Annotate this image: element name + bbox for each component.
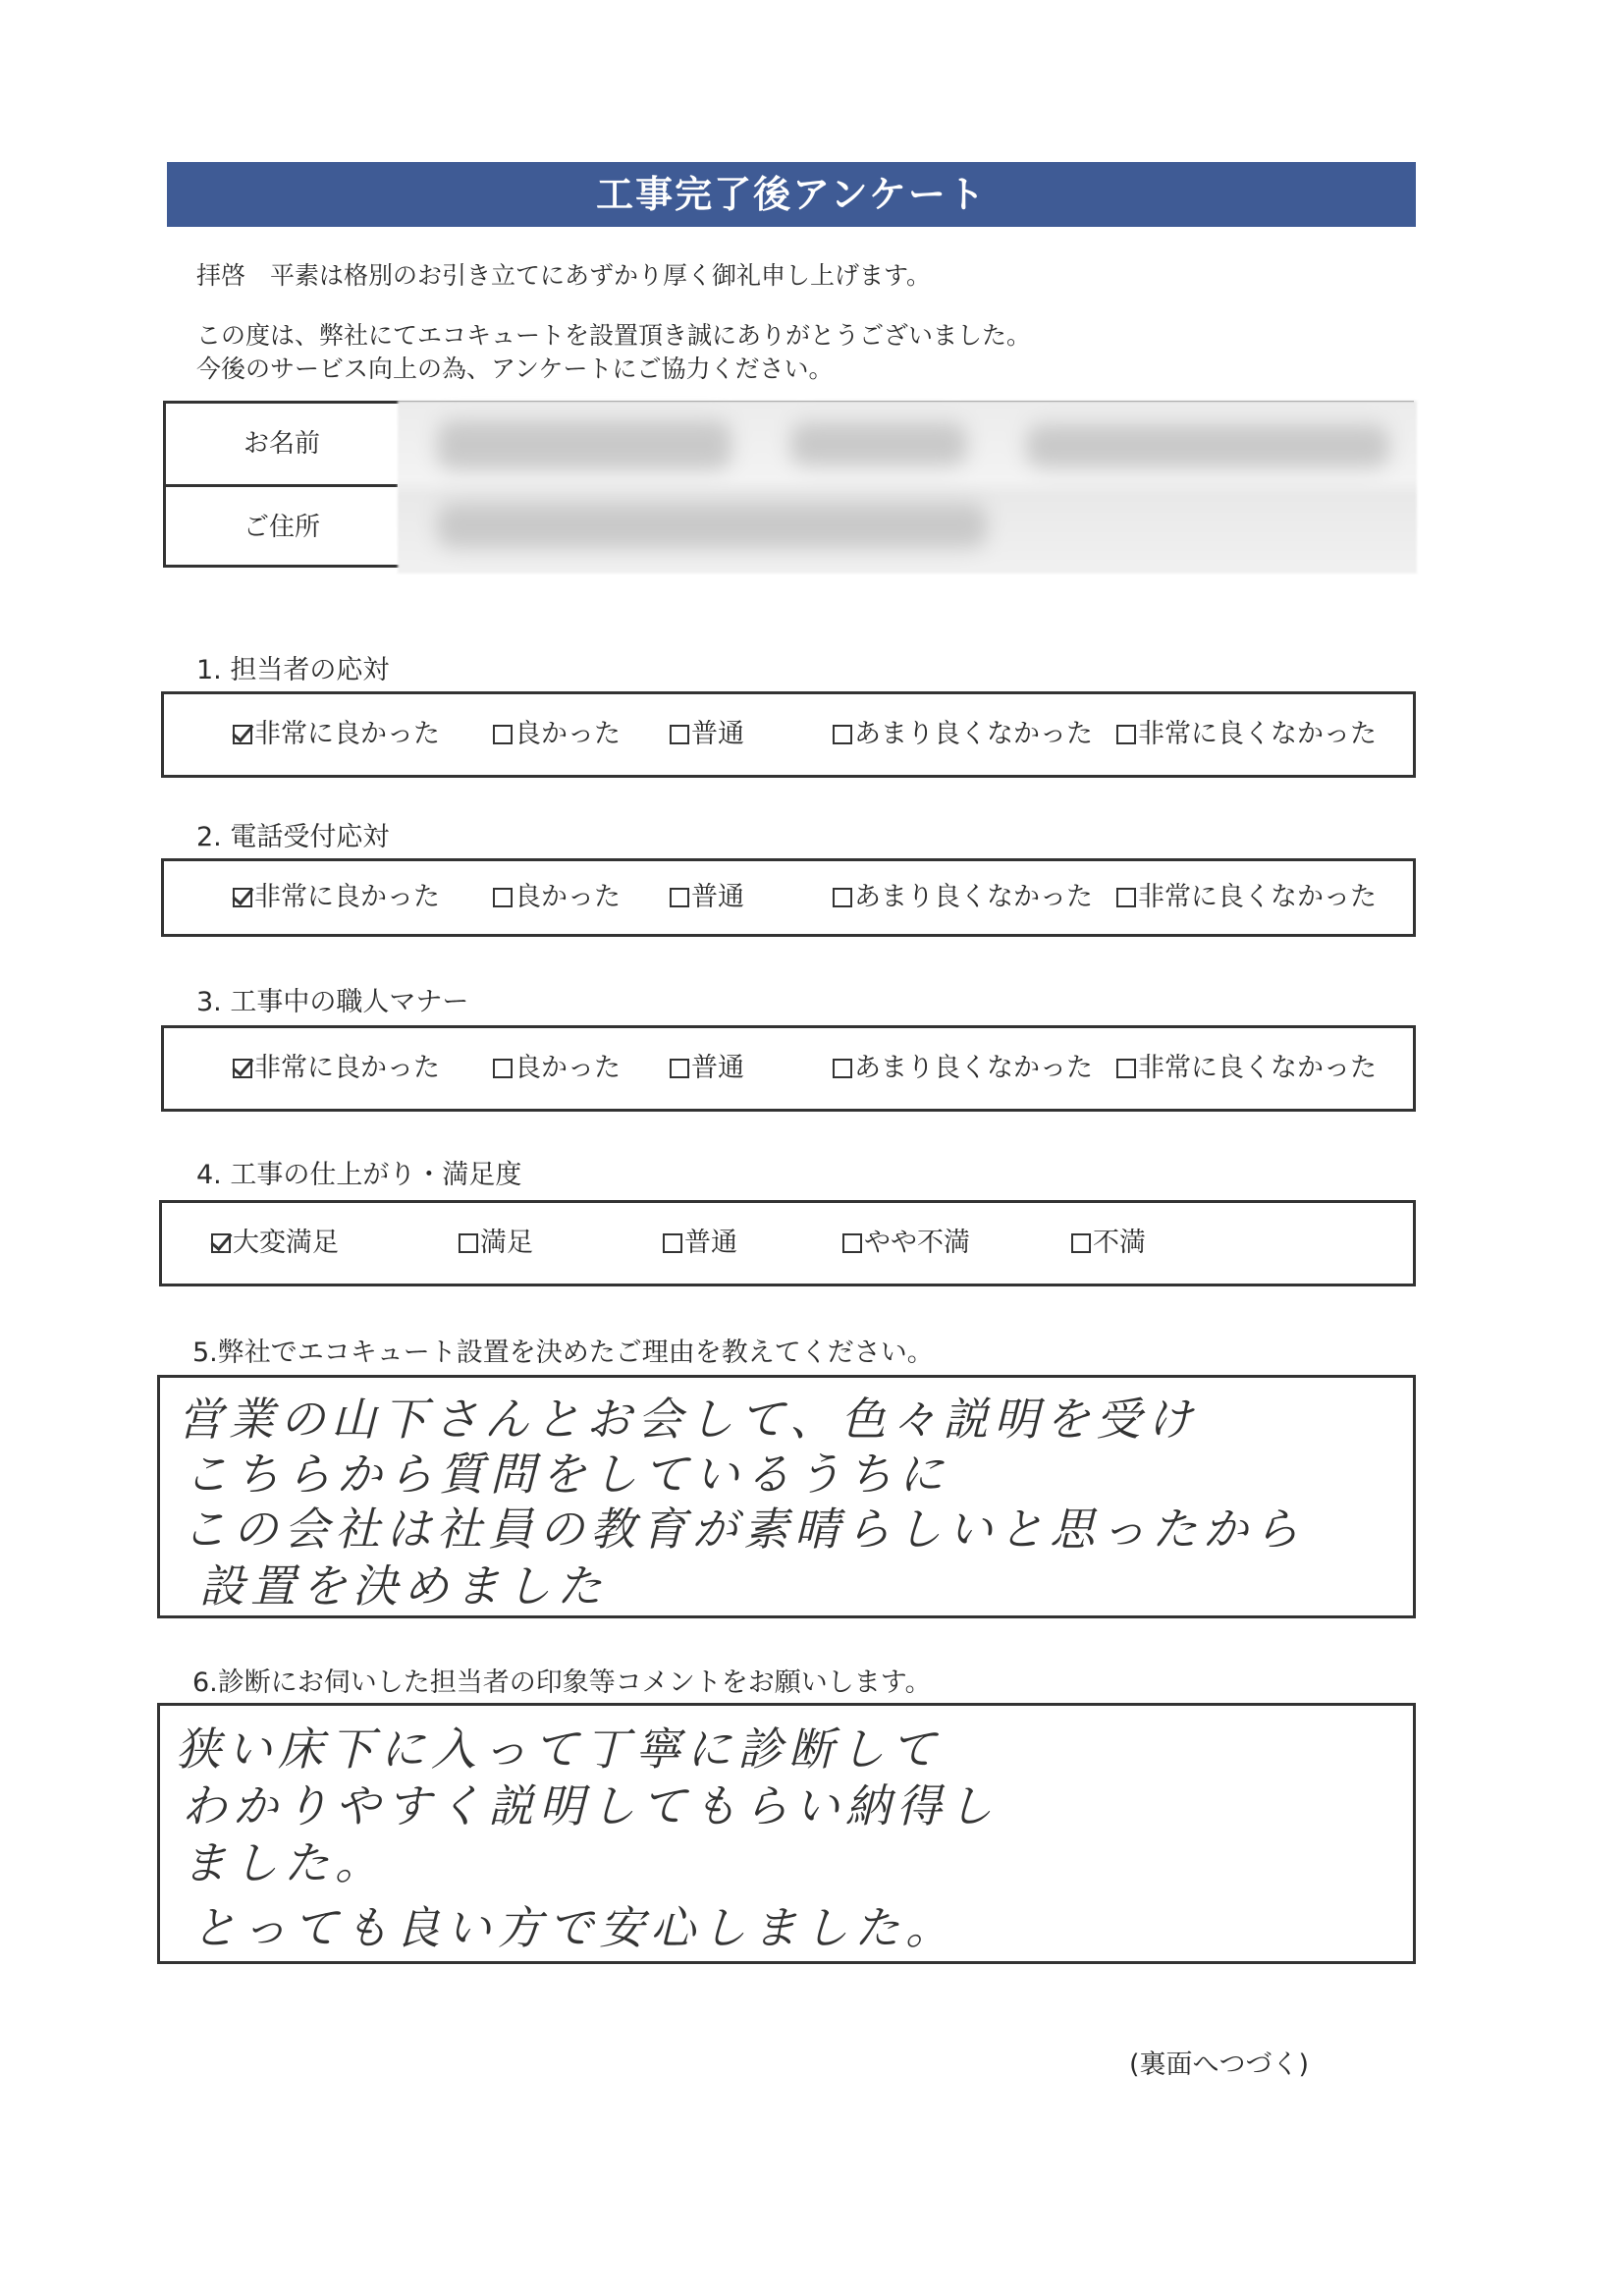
name-label: お名前 (243, 429, 320, 459)
option-label: 非常に良くなかった (1138, 1053, 1377, 1083)
option-label: 普通 (691, 882, 744, 912)
q2-option-5[interactable] (1116, 881, 1377, 914)
question-2-title: 2. 電話受付応対 (196, 822, 390, 852)
question-5-title: 5.弊社でエコキュート設置を決めたご理由を教えてください。 (192, 1338, 934, 1368)
option-label: あまり良くなかった (854, 882, 1093, 912)
option-label: 非常に良くなかった (1138, 719, 1377, 749)
intro-thanks: この度は、弊社にてエコキュートを設置頂き誠にありがとうございました。 (196, 321, 1032, 350)
question-5-answer-box[interactable] (157, 1375, 1416, 1618)
q3-option-2[interactable] (493, 1052, 621, 1085)
checkbox-icon[interactable] (493, 1059, 513, 1078)
q2-option-4[interactable] (833, 881, 1093, 914)
q6-answer-line-2: わかりやすく説明してもらい納得し (182, 1779, 999, 1832)
option-label: 良かった (514, 1053, 621, 1083)
checkbox-checked-icon[interactable] (233, 725, 252, 744)
q2-option-2[interactable] (493, 881, 621, 914)
q5-answer-line-2: こちらから質問をしているうちに (184, 1448, 949, 1501)
q1-option-3[interactable] (670, 718, 744, 751)
question-2-options (161, 858, 1416, 937)
checkbox-icon[interactable] (670, 888, 689, 907)
option-label: 非常に良かった (254, 882, 440, 912)
q1-option-2[interactable] (493, 718, 621, 751)
checkbox-icon[interactable] (663, 1233, 682, 1253)
option-label: 大変満足 (233, 1228, 339, 1258)
option-label: 不満 (1093, 1228, 1146, 1258)
customer-info-table (163, 401, 1414, 568)
question-3-options (161, 1025, 1416, 1112)
q6-answer-line-3: ました。 (182, 1836, 386, 1889)
q3-option-1[interactable] (233, 1052, 440, 1085)
checkbox-icon[interactable] (1116, 725, 1136, 744)
question-1-options (161, 691, 1416, 778)
q1-option-1[interactable] (233, 718, 440, 751)
checkbox-icon[interactable] (833, 888, 852, 907)
q6-answer-line-1: 狭い床下に入って丁寧に診断して (176, 1722, 942, 1776)
checkbox-icon[interactable] (833, 1059, 852, 1078)
q2-option-3[interactable] (670, 881, 744, 914)
checkbox-icon[interactable] (670, 725, 689, 744)
redacted-customer-info (398, 401, 1417, 574)
q5-answer-line-4: 設置を決めました (199, 1559, 608, 1613)
option-label: 非常に良かった (254, 1053, 440, 1083)
option-label: 普通 (691, 1053, 744, 1083)
option-label: 普通 (684, 1228, 737, 1258)
option-label: 非常に良かった (254, 719, 440, 749)
checkbox-icon[interactable] (1116, 1059, 1136, 1078)
q5-answer-line-1: 営業の山下さんとお会して、色々説明を受け (178, 1393, 1199, 1446)
question-3-title: 3. 工事中の職人マナー (196, 987, 469, 1017)
option-label: 満足 (480, 1228, 533, 1258)
checkbox-checked-icon[interactable] (233, 1059, 252, 1078)
checkbox-icon[interactable] (459, 1233, 478, 1253)
intro-greeting: 拝啓 平素は格別のお引き立てにあずかり厚く御礼申し上げます。 (196, 261, 932, 290)
q1-option-5[interactable] (1116, 718, 1377, 751)
checkbox-checked-icon[interactable] (211, 1233, 231, 1253)
q3-option-4[interactable] (833, 1052, 1093, 1085)
intro-request: 今後のサービス向上の為、アンケートにご協力ください。 (196, 355, 834, 383)
question-4-options (159, 1200, 1416, 1286)
checkbox-icon[interactable] (493, 725, 513, 744)
continue-on-back-note: (裏面へつづく) (1129, 2050, 1310, 2080)
option-label: 良かった (514, 882, 621, 912)
q4-option-1[interactable] (211, 1227, 339, 1260)
checkbox-icon[interactable] (493, 888, 513, 907)
option-label: 普通 (691, 719, 744, 749)
checkbox-icon[interactable] (670, 1059, 689, 1078)
checkbox-checked-icon[interactable] (233, 888, 252, 907)
question-6-title: 6.診断にお伺いした担当者の印象等コメントをお願いします。 (192, 1667, 932, 1698)
q3-option-5[interactable] (1116, 1052, 1377, 1085)
checkbox-icon[interactable] (1116, 888, 1136, 907)
q3-option-3[interactable] (670, 1052, 744, 1085)
question-4-title: 4. 工事の仕上がり・満足度 (196, 1160, 522, 1190)
q4-option-5[interactable] (1071, 1227, 1146, 1260)
question-6-answer-box[interactable] (157, 1703, 1416, 1964)
survey-title: 工事完了後アンケート (167, 162, 1416, 227)
q4-option-4[interactable] (842, 1227, 970, 1260)
checkbox-icon[interactable] (833, 725, 852, 744)
q1-option-4[interactable] (833, 718, 1093, 751)
option-label: 良かった (514, 719, 621, 749)
checkbox-icon[interactable] (842, 1233, 862, 1253)
checkbox-icon[interactable] (1071, 1233, 1091, 1253)
option-label: あまり良くなかった (854, 719, 1093, 749)
option-label: あまり良くなかった (854, 1053, 1093, 1083)
question-1-title: 1. 担当者の応対 (196, 655, 390, 685)
q4-option-2[interactable] (459, 1227, 533, 1260)
option-label: 非常に良くなかった (1138, 882, 1377, 912)
q2-option-1[interactable] (233, 881, 440, 914)
q5-answer-line-3: この会社は社員の教育が素晴らしいと思ったから (182, 1503, 1305, 1556)
q4-option-3[interactable] (663, 1227, 737, 1260)
option-label: やや不満 (864, 1228, 970, 1258)
address-label: ご住所 (243, 513, 320, 542)
q6-answer-line-4: とっても良い方で安心しました。 (191, 1901, 957, 1954)
